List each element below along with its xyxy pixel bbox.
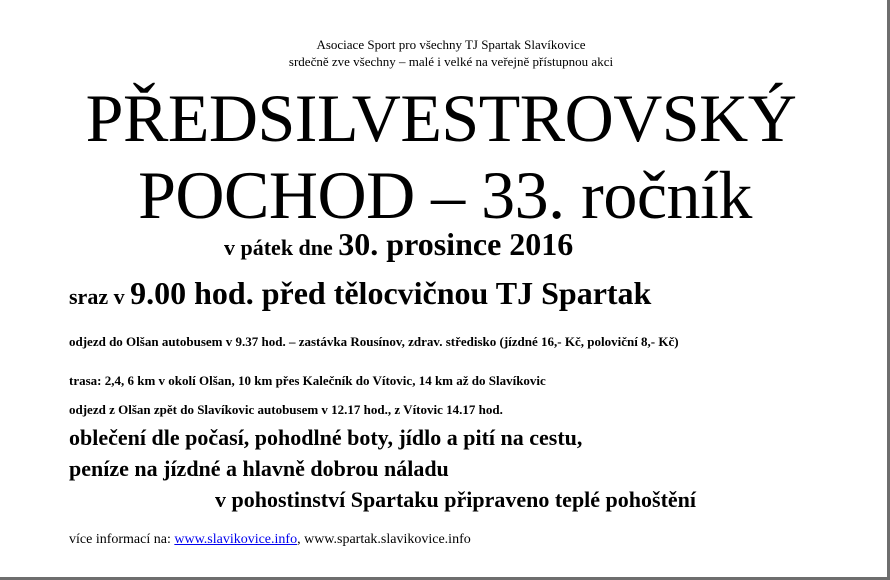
route-info: trasa: 2,4, 6 km v okolí Olšan, 10 km přes Kalečník do Vítovic, 14 km až do Slavíkovic: [69, 373, 546, 388]
slavikovice-link[interactable]: www.slavikovice.info: [174, 532, 298, 547]
bus-departure-info: odjezd do Olšan autobusem v 9.37 hod. – zastávka Rousínov, zdrav. středisko (jízdné 16,- Kč, poloviční 8,- Kč): [69, 334, 679, 349]
bus-return-info: odjezd z Olšan zpět do Slavíkovic autobusem v 12.17 hod., z Vítovic 14.17 hod.: [69, 402, 503, 417]
spartak-website-text: www.spartak.slavikovice.info: [304, 532, 471, 547]
meeting-time-place: 9.00 hod. před tělocvičnou TJ Spartak: [130, 275, 652, 311]
more-info-line: [69, 532, 471, 548]
event-date-prefix: v pátek dne: [224, 235, 339, 260]
refreshment-note: v pohostinství Spartaku připraveno teplé pohoštění: [215, 487, 697, 512]
event-date: [224, 226, 573, 263]
info-separator: ,: [297, 532, 305, 547]
event-title-line2: POCHOD – 33. ročník: [138, 157, 752, 233]
meeting-point: [69, 275, 651, 312]
organizer-line: Asociace Sport pro všechny TJ Spartak Slavíkovice: [316, 37, 586, 52]
what-to-bring-line2: peníze na jízdné a hlavně dobrou náladu: [69, 456, 449, 481]
event-date-value: 30. prosince 2016: [338, 226, 574, 262]
more-info-prefix: více informací na:: [69, 532, 175, 547]
meeting-prefix: sraz v: [69, 284, 131, 309]
invitation-line: srdečně zve všechny – malé i velké na veřejně přístupnou akci: [288, 54, 614, 69]
what-to-bring-line1: oblečení dle počasí, pohodlné boty, jídlo a pití na cestu,: [69, 425, 583, 450]
event-title-line1: PŘEDSILVESTROVSKÝ: [85, 80, 797, 156]
